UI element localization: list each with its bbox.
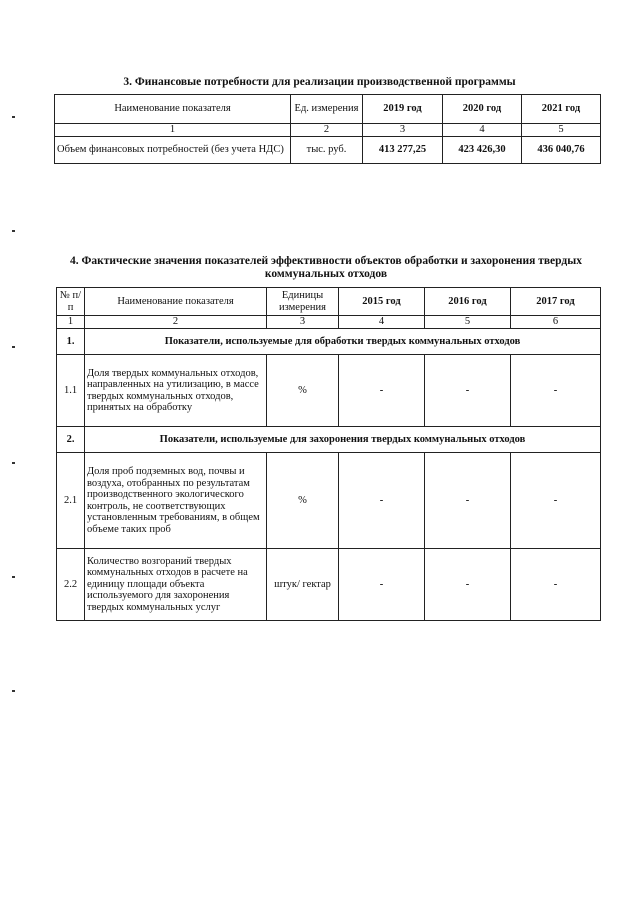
header-year-2019: 2019 год — [363, 95, 443, 124]
header-year-2017: 2017 год — [511, 288, 601, 316]
header-indicator-name: Наименование показателя — [85, 288, 267, 316]
column-number: 2 — [291, 124, 363, 137]
indicator-unit: % — [267, 355, 339, 427]
value-2016: - — [425, 355, 511, 427]
section3-title: 3. Финансовые потребности для реализации производственной программы — [123, 76, 516, 88]
header-indicator-name: Наименование показателя — [55, 95, 291, 124]
value-2017: - — [511, 453, 601, 549]
header-year-2016: 2016 год — [425, 288, 511, 316]
group-number: 1. — [57, 329, 85, 355]
value-2017: - — [511, 549, 601, 621]
row-number: 1.1 — [57, 355, 85, 427]
column-number: 4 — [339, 316, 425, 329]
group-title: Показатели, используемые для захоронения твердых коммунальных отходов — [85, 427, 601, 453]
header-year-2020: 2020 год — [443, 95, 522, 124]
scan-mark — [12, 230, 15, 232]
section4-title: 4. Фактические значения показателей эффективности объектов обработки и захоронения твердых коммунальных отходов — [70, 255, 582, 280]
indicator-name: Количество возгораний твердых коммунальных отходов в расчете на единицу площади объекта используемого для захоронения твердых коммунальных услуг — [85, 549, 267, 621]
column-number: 3 — [267, 316, 339, 329]
value-2015: - — [339, 453, 425, 549]
indicator-unit: % — [267, 453, 339, 549]
value-2016: - — [425, 549, 511, 621]
scan-mark — [12, 116, 15, 118]
indicator-unit: тыс. руб. — [291, 137, 363, 164]
value-2016: - — [425, 453, 511, 549]
value-2019: 413 277,25 — [363, 137, 443, 164]
efficiency-indicators-table — [56, 287, 601, 621]
header-year-2015: 2015 год — [339, 288, 425, 316]
indicator-name: Объем финансовых потребностей (без учета НДС) — [55, 137, 291, 164]
value-2017: - — [511, 355, 601, 427]
header-unit: Единицы измерения — [267, 288, 339, 316]
scan-mark — [12, 690, 15, 692]
scan-mark — [12, 462, 15, 464]
column-number: 4 — [443, 124, 522, 137]
column-number: 5 — [425, 316, 511, 329]
indicator-unit: штук/ гектар — [267, 549, 339, 621]
column-number: 6 — [511, 316, 601, 329]
indicator-name: Доля проб подземных вод, почвы и воздуха, отобранных по результатам производственного экологического контроль, не соответствующих установленным требованиям, в общем объеме таких проб — [85, 453, 267, 549]
header-unit: Ед. измерения — [291, 95, 363, 124]
value-2020: 423 426,30 — [443, 137, 522, 164]
header-year-2021: 2021 год — [522, 95, 601, 124]
scan-mark — [12, 346, 15, 348]
value-2015: - — [339, 355, 425, 427]
value-2015: - — [339, 549, 425, 621]
column-number: 5 — [522, 124, 601, 137]
column-number: 1 — [55, 124, 291, 137]
column-number: 3 — [363, 124, 443, 137]
financial-needs-table — [54, 94, 601, 164]
group-title: Показатели, используемые для обработки твердых коммунальных отходов — [85, 329, 601, 355]
group-number: 2. — [57, 427, 85, 453]
scan-mark — [12, 576, 15, 578]
column-number: 2 — [85, 316, 267, 329]
row-number: 2.1 — [57, 453, 85, 549]
value-2021: 436 040,76 — [522, 137, 601, 164]
column-number: 1 — [57, 316, 85, 329]
header-number: № п/п — [57, 288, 85, 316]
row-number: 2.2 — [57, 549, 85, 621]
indicator-name: Доля твердых коммунальных отходов, направленных на утилизацию, в массе твердых коммунальных отходов, принятых на обработку — [85, 355, 267, 427]
